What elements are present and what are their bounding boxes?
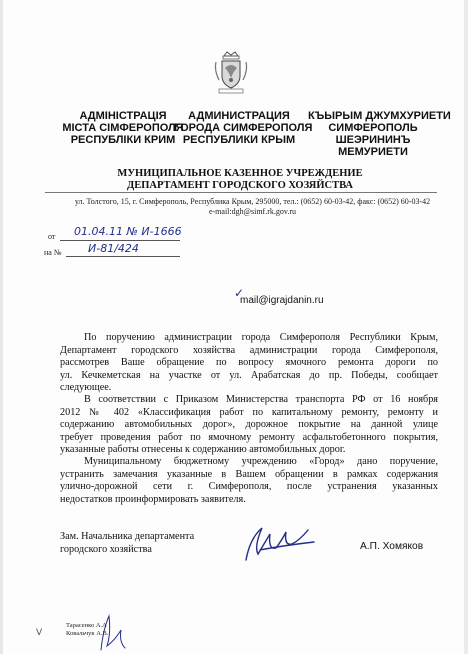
paragraph-line: недостатков проинформировать заявителя. — [60, 493, 246, 505]
ref-number-underline — [66, 256, 180, 257]
header-right-line: КЪЫРЫМ ДЖУМХУРИЕТИ — [308, 110, 451, 122]
ref-date-underline — [60, 240, 180, 241]
signatory-name: А.П. Хомяков — [360, 541, 424, 552]
recipient-email: mail@igrajdanin.ru — [240, 295, 324, 306]
organization-name-line1: МУНИЦИПАЛЬНОЕ КАЗЕННОЕ УЧРЕЖДЕНИЕ — [117, 168, 363, 179]
recipient-block — [234, 286, 324, 308]
paragraph-line: рассмотрев Ваше обращение по вопросу ямочного ремонта дороги по — [60, 357, 438, 368]
header-ukrainian — [62, 110, 184, 146]
paragraph-line: ул. Кечкеметская на участке от ул. Арабатская до пр. Победы, сообщает — [60, 369, 438, 381]
header-left-line: РЕСПУБЛІКИ КРИМ — [70, 134, 176, 146]
scan-edge-left — [0, 0, 3, 654]
paragraph-3 — [60, 456, 438, 506]
paragraph-line: требует проведения работ по ямочному ремонту асфальтобетонного покрытия, — [60, 431, 438, 443]
paragraph-line: В соответствии с Приказом Министерства транспорта РФ от 16 ноября — [84, 394, 438, 405]
paragraph-line: Департамент городского хозяйства администрации города Симферополя, — [60, 344, 438, 356]
paragraph-line: улично-дорожной сети г. Симферополя, после устранения указанных — [60, 481, 438, 492]
paragraph-1 — [60, 332, 438, 395]
header-middle-line: РЕСПУБЛИКИ КРЫМ — [182, 134, 296, 146]
coat-of-arms-emblem — [213, 50, 249, 94]
header-left-line: МІСТА СІМФЕРОПОЛЯ — [62, 122, 184, 134]
ref-number-handwritten: И-81/424 — [88, 242, 139, 255]
header-middle-line: ГОРОДА СИМФЕРОПОЛЯ — [174, 122, 313, 134]
signatory-title-line: городского хозяйства — [60, 544, 152, 555]
corner-check-mark-icon: V — [36, 628, 43, 638]
executor-line: Ковальчук А.В. — [66, 630, 109, 637]
executors — [66, 622, 108, 638]
ref-date-handwritten: 01.04.11 № И-1666 — [74, 225, 182, 238]
header-middle-line: АДМИНИСТРАЦИЯ — [188, 110, 290, 122]
paragraph-line: По поручению администрации города Симферополя Республики Крым, — [84, 332, 438, 343]
scan-edge-right — [464, 0, 468, 654]
checkmark-icon: ✓ — [234, 286, 245, 300]
executor-line: Тарасенко А.А — [66, 622, 107, 629]
paragraph-line: 2012 № 402 «Классификация работ по капитальному ремонту, ремонту и — [60, 406, 438, 418]
paragraph-line: указанные работы отнесены к содержанию автомобильных дорог. — [60, 444, 346, 455]
email-line: e-mail:dgh@simf.rk.gov.ru — [208, 207, 297, 216]
header-right-line: СИМФЕРОПОЛЬ — [328, 122, 418, 134]
header-right-line: МЕМУРИЕТИ — [338, 146, 408, 158]
header-crimean-tatar — [308, 110, 451, 158]
signatory-title — [60, 530, 194, 556]
header-right-line: ШЕЭРИНИНЪ — [335, 134, 411, 146]
paragraph-line: следующее. — [60, 382, 112, 393]
paragraph-line: Муниципальному бюджетному учреждению «Город» дано поручение, — [84, 456, 438, 467]
address-line: ул. Толстого, 15, г. Симферополь, Республика Крым, 295000, тел.: (0652) 60-03-42, факс: (0652) 60-03-42 — [74, 197, 431, 206]
paragraph-2 — [60, 394, 438, 457]
signatory-title-line: Зам. Начальника департамента — [60, 531, 195, 542]
paragraph-line: содержанию автомобильных дорог», дорожное покрытие на данной улице — [60, 419, 438, 430]
header-russian — [174, 110, 313, 146]
ref-date-label: от — [48, 232, 56, 241]
ref-number-label: на № — [44, 248, 62, 257]
organization-name-line2: ДЕПАРТАМЕНТ ГОРОДСКОГО ХОЗЯЙСТВА — [126, 180, 354, 191]
header-left-line: АДМІНІСТРАЦІЯ — [79, 110, 167, 122]
handwritten-signature — [240, 520, 320, 566]
header-divider — [45, 192, 437, 193]
paragraph-line: устранить замечания указанные в Вашем обращении в рамках содержания — [60, 468, 438, 480]
